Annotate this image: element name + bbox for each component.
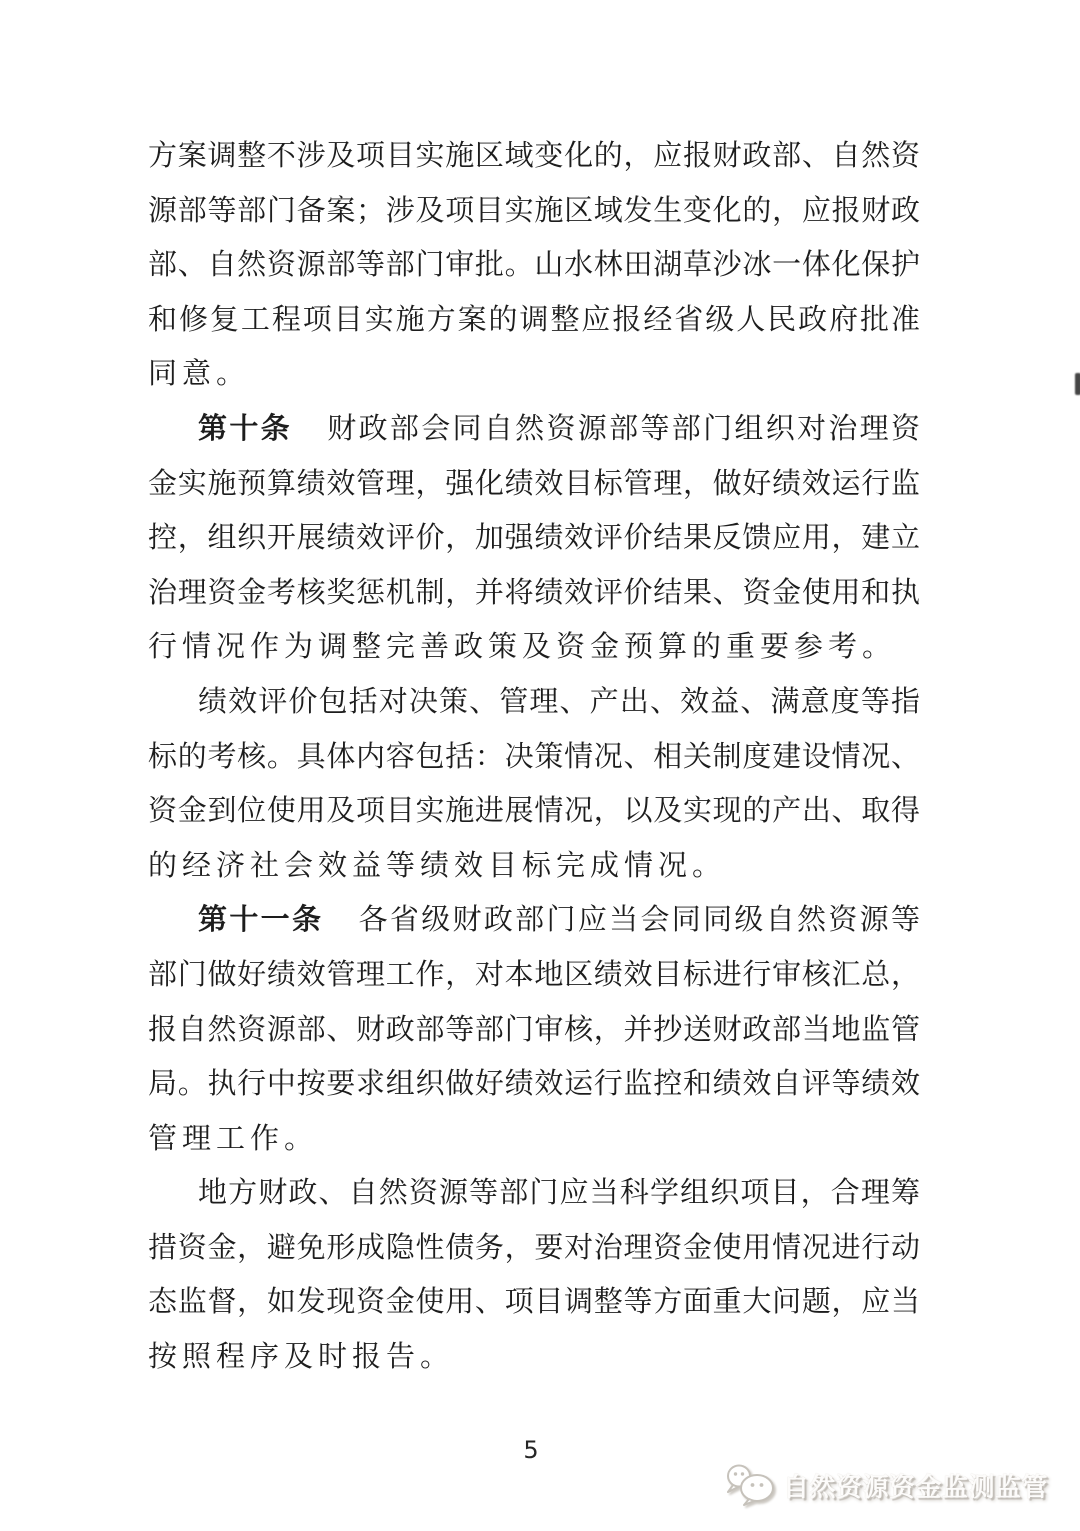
line-text: 各省级财政部门应当会同同级自然资源等 (356, 902, 920, 937)
text-line: 标的考核。具体内容包括：决策情况、相关制度建设情况、 (148, 738, 920, 773)
document-body (148, 128, 920, 1384)
wechat-icon (724, 1463, 778, 1507)
watermark-label: 自然资源资金监测监管 (783, 1472, 1049, 1503)
text-line: 措资金，避免形成隐性债务，要对治理资金使用情况进行动 (148, 1229, 920, 1264)
text-line: 同意。 (148, 356, 251, 391)
para-article-11 (148, 892, 920, 1165)
text-line: 行情况作为调整完善政策及资金预算的重要参考。 (148, 629, 897, 664)
text-line: 的经济社会效益等绩效目标完成情况。 (148, 847, 727, 882)
text-line: 报自然资源部、财政部等部门审核，并抄送财政部当地监管 (148, 1011, 920, 1046)
watermark (724, 1463, 1048, 1507)
line-text: 财政部会同自然资源部等部门组织对治理资 (324, 410, 920, 445)
text-line: 部、自然资源部等部门审批。山水林田湖草沙冰一体化保护 (148, 247, 920, 282)
page-number: 5 (523, 1436, 539, 1464)
article-number: 第十一条 (198, 902, 324, 937)
text-line: 管理工作。 (148, 1120, 319, 1155)
text-line: 金实施预算绩效管理，强化绩效目标管理，做好绩效运行监 (148, 465, 920, 500)
text-line: 控，组织开展绩效评价，加强绩效评价结果反馈应用，建立 (148, 520, 920, 555)
text-line: 源部等部门备案；涉及项目实施区域发生变化的，应报财政 (148, 192, 920, 227)
text-line: 治理资金考核奖惩机制，并将绩效评价结果、资金使用和执 (148, 574, 920, 609)
text-line: 态监督，如发现资金使用、项目调整等方面重大问题，应当 (148, 1284, 920, 1319)
text-line: 局。执行中按要求组织做好绩效运行监控和绩效自评等绩效 (148, 1066, 920, 1101)
article-number: 第十条 (198, 410, 292, 445)
para-local-finance (148, 1165, 920, 1383)
text-line: 地方财政、自然资源等部门应当科学组织项目，合理筹 (198, 1175, 920, 1210)
text-line (148, 401, 920, 456)
text-line: 资金到位使用及项目实施进展情况，以及实现的产出、取得 (148, 793, 920, 828)
text-line: 和修复工程项目实施方案的调整应报经省级人民政府批准 (148, 301, 920, 336)
text-line: 部门做好绩效管理工作，对本地区绩效目标进行审核汇总， (148, 956, 920, 991)
para-article-10 (148, 401, 920, 674)
text-line: 按照程序及时报告。 (148, 1339, 455, 1374)
text-line (148, 892, 920, 947)
scan-artifact (1075, 373, 1080, 395)
para-scheme-adjustment (148, 128, 920, 401)
text-line: 方案调整不涉及项目实施区域变化的，应报财政部、自然资 (148, 138, 920, 172)
para-performance-evaluation (148, 674, 920, 892)
text-line: 绩效评价包括对决策、管理、产出、效益、满意度等指 (198, 683, 920, 718)
